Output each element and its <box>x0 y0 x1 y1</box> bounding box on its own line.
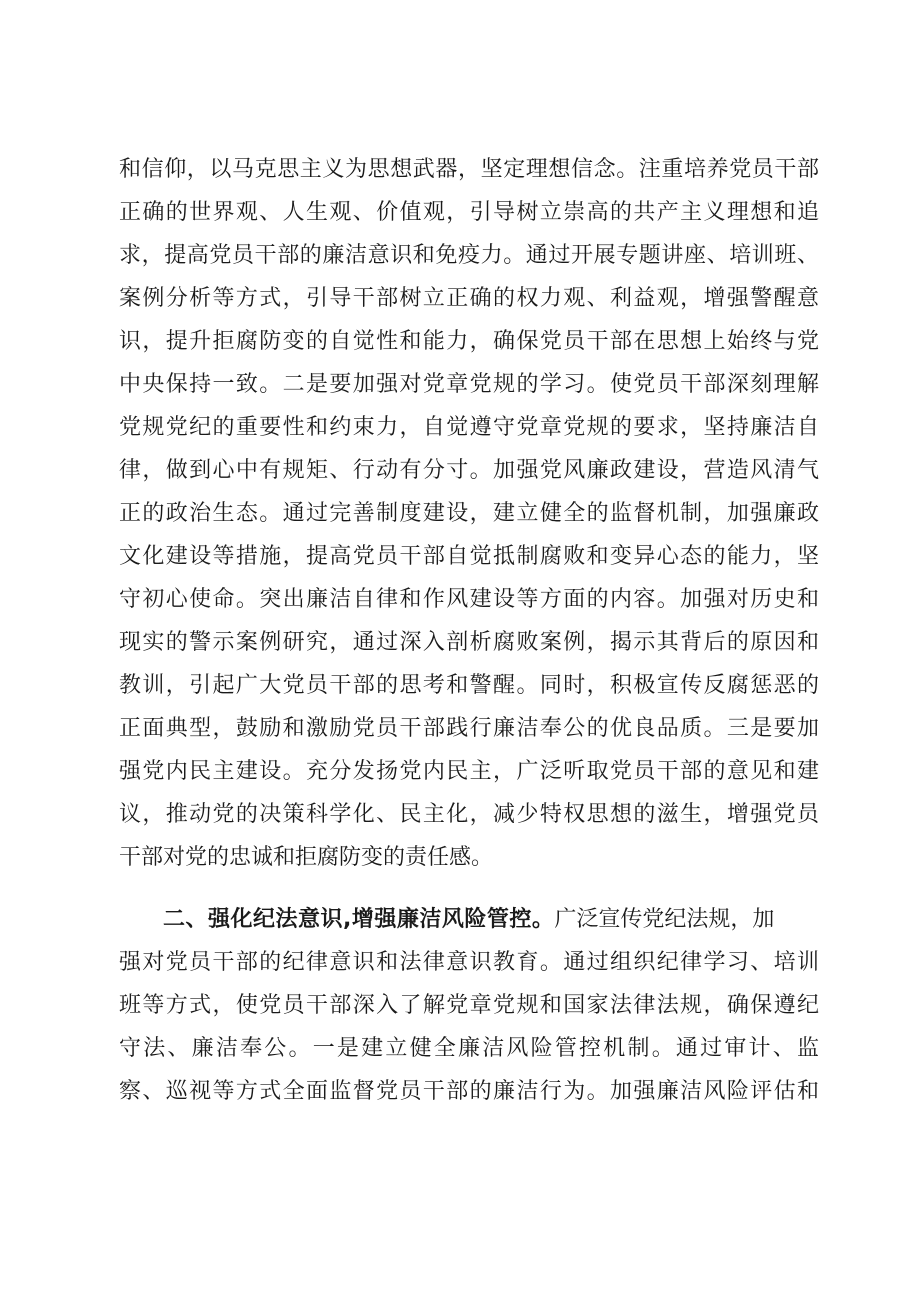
paragraph-line: 干部对党的忠诚和拒腐防变的责任感。 <box>119 845 494 870</box>
paragraph-line: 守法、廉洁奉公。一是建立健全廉洁风险管控机制。通过审计、监 <box>119 1036 819 1061</box>
paragraph-line: 正的政治生态。通过完善制度建设，建立健全的监督机制，加强廉政 <box>119 501 819 526</box>
paragraph-line: 察、巡视等方式全面监督党员干部的廉洁行为。加强廉洁风险评估和 <box>119 1079 819 1104</box>
paragraph-line: 党规党纪的重要性和约束力，自觉遵守党章党规的要求，坚持廉洁自 <box>119 415 819 440</box>
paragraph-line: 议，推动党的决策科学化、民主化，减少特权思想的滋生，增强党员 <box>119 802 819 827</box>
paragraph-line: 律，做到心中有规矩、行动有分寸。加强党风廉政建设，营造风清气 <box>119 458 819 483</box>
paragraph-line: 教训，引起广大党员干部的思考和警醒。同时，积极宣传反腐惩恶的 <box>119 673 819 698</box>
paragraph-line: 中央保持一致。二是要加强对党章党规的学习。使党员干部深刻理解 <box>119 372 819 397</box>
paragraph-line: 强党内民主建设。充分发扬党内民主，广泛听取党员干部的意见和建 <box>119 759 819 784</box>
section-heading: 二、强化纪法意识,增强廉洁风险管控。 <box>163 907 555 932</box>
paragraph-line: 和信仰，以马克思主义为思想武器，坚定理想信念。注重培养党员干部 <box>119 157 819 182</box>
paragraph-line: 正面典型，鼓励和激励党员干部践行廉洁奉公的优良品质。三是要加 <box>119 716 819 741</box>
section-heading-line <box>163 900 819 940</box>
paragraph-line: 识，提升拒腐防变的自觉性和能力，确保党员干部在思想上始终与党 <box>119 329 819 354</box>
paragraph-line: 强对党员干部的纪律意识和法律意识教育。通过组织纪律学习、培训 <box>119 950 819 975</box>
paragraph-line: 正确的世界观、人生观、价值观，引导树立崇高的共产主义理想和追 <box>119 200 819 225</box>
heading-line-text: 广泛宣传党纪法规，加 <box>554 907 775 932</box>
paragraph-line: 守初心使命。突出廉洁自律和作风建设等方面的内容。加强对历史和 <box>119 587 819 612</box>
paragraph-line: 求，提高党员干部的廉洁意识和免疫力。通过开展专题讲座、培训班、 <box>119 243 819 268</box>
paragraph-line: 班等方式，使党员干部深入了解党章党规和国家法律法规，确保遵纪 <box>119 993 819 1018</box>
paragraph-line: 文化建设等措施，提高党员干部自觉抵制腐败和变异心态的能力，坚 <box>119 544 819 569</box>
paragraph-line: 现实的警示案例研究，通过深入剖析腐败案例，揭示其背后的原因和 <box>119 630 819 655</box>
paragraph-line: 案例分析等方式，引导干部树立正确的权力观、利益观，增强警醒意 <box>119 286 819 311</box>
